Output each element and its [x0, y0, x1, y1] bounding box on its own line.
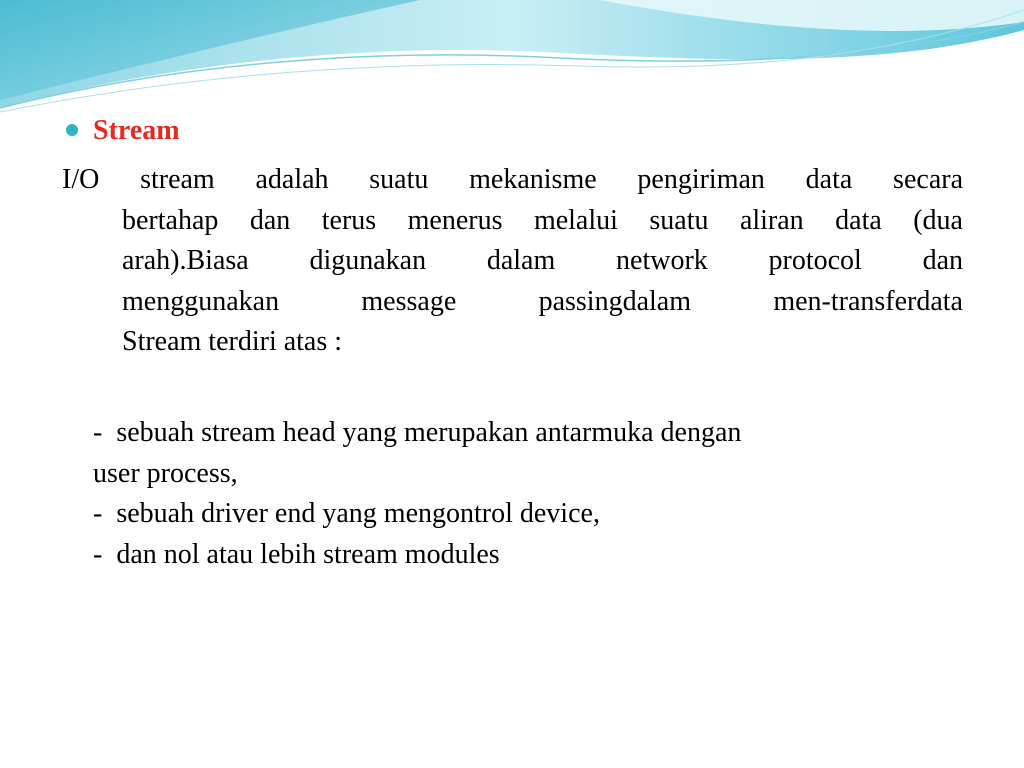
list-item: user process,: [93, 457, 238, 489]
paragraph-line: Stream terdiri atas :: [122, 326, 343, 357]
bullet-icon: [66, 124, 78, 136]
list-item: - sebuah stream head yang merupakan antarmuka dengan: [93, 417, 742, 448]
description-paragraph: [62, 160, 963, 363]
paragraph-line: bertahap dan terus menerus melalui suatu aliran data (dua: [122, 204, 963, 236]
paragraph-line: arah).Biasa digunakan dalam network protocol dan: [122, 245, 963, 276]
paragraph-line: menggunakan message passingdalam men-transferdata: [122, 285, 963, 317]
section-heading: Stream: [93, 115, 180, 146]
paragraph-line: I/O stream adalah suatu mekanisme pengiriman data secara: [62, 164, 963, 195]
list-item: - dan nol atau lebih stream modules: [93, 538, 500, 570]
component-list: [93, 413, 973, 575]
list-item: - sebuah driver end yang mengontrol device,: [93, 498, 600, 529]
